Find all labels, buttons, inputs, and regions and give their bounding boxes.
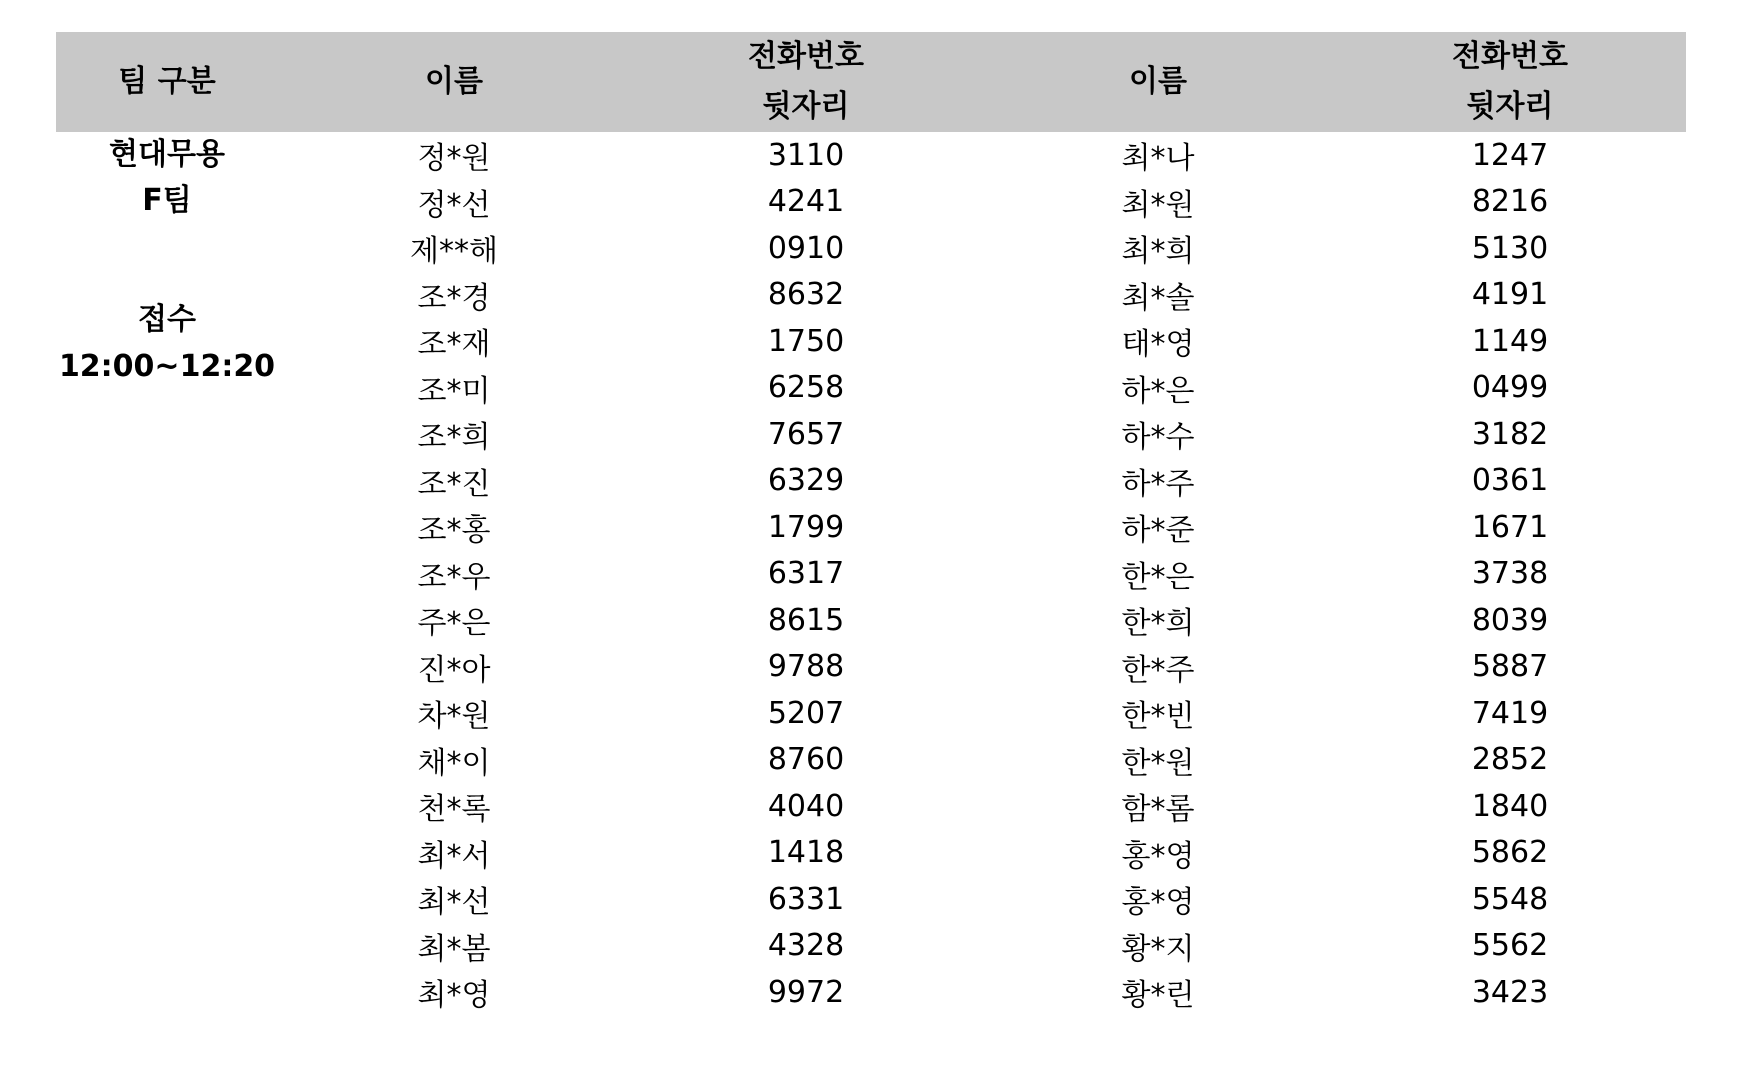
name-cell-1: 조*우 (417, 559, 491, 595)
table-body (56, 132, 1686, 1016)
name-cell-2: 홍*영 (1121, 885, 1195, 921)
table-row (56, 272, 1686, 319)
table-row (56, 132, 1686, 179)
name-cell-2: 황*린 (1121, 978, 1195, 1014)
phone-cell-1: 4040 (767, 788, 845, 824)
phone-cell-2: 3182 (1471, 416, 1549, 452)
phone-cell-1: 6331 (767, 881, 845, 917)
table-row (56, 644, 1686, 691)
name-cell-2: 황*지 (1121, 931, 1195, 967)
name-cell-1: 조*홍 (417, 513, 491, 549)
name-cell-2: 최*원 (1121, 187, 1195, 223)
team-name-line2: F팀 (142, 183, 192, 218)
phone-cell-1: 8615 (767, 602, 845, 638)
name-cell-2: 최*솔 (1121, 280, 1195, 316)
phone-cell-1: 5207 (767, 695, 845, 731)
phone-cell-2: 7419 (1471, 695, 1549, 731)
name-cell-1: 진*아 (417, 652, 491, 688)
header-phone-2-line2: 뒷자리 (1466, 89, 1554, 124)
header-team: 팀 구분 (118, 64, 216, 99)
phone-cell-1: 6329 (767, 463, 845, 499)
roster-table (56, 32, 1686, 1016)
phone-cell-2: 8216 (1471, 184, 1549, 220)
name-cell-2: 한*희 (1121, 606, 1195, 642)
name-cell-2: 함*롬 (1121, 792, 1195, 828)
phone-cell-2: 8039 (1471, 602, 1549, 638)
header-phone-1 (630, 32, 982, 132)
header-name-2: 이름 (1129, 64, 1187, 99)
phone-cell-1: 6258 (767, 370, 845, 406)
name-cell-2: 최*나 (1121, 141, 1195, 177)
name-cell-2: 태*영 (1121, 327, 1195, 363)
header-phone-2-line1: 전화번호 (1452, 39, 1568, 74)
phone-cell-1: 1418 (767, 835, 845, 871)
phone-cell-1: 9788 (767, 649, 845, 685)
phone-cell-1: 8632 (767, 277, 845, 313)
phone-cell-1: 4328 (767, 928, 845, 964)
name-cell-1: 정*원 (417, 141, 491, 177)
phone-cell-2: 1671 (1471, 509, 1549, 545)
table-row (56, 225, 1686, 272)
table-row (56, 783, 1686, 830)
phone-cell-1: 4241 (767, 184, 845, 220)
name-cell-1: 조*미 (417, 373, 491, 409)
header-phone-1-line2: 뒷자리 (762, 89, 850, 124)
table-row (56, 458, 1686, 505)
name-cell-1: 최*영 (417, 978, 491, 1014)
name-cell-1: 조*희 (417, 420, 491, 456)
team-info (56, 132, 278, 1016)
phone-cell-2: 4191 (1471, 277, 1549, 313)
phone-cell-2: 3738 (1471, 556, 1549, 592)
table-row (56, 365, 1686, 412)
name-cell-1: 정*선 (417, 187, 491, 223)
phone-cell-2: 5887 (1471, 649, 1549, 685)
phone-cell-2: 5862 (1471, 835, 1549, 871)
name-cell-1: 제**해 (410, 234, 498, 270)
table-row (56, 737, 1686, 784)
name-cell-1: 최*선 (417, 885, 491, 921)
name-cell-2: 한*주 (1121, 652, 1195, 688)
phone-cell-1: 8760 (767, 742, 845, 778)
name-cell-1: 차*원 (417, 699, 491, 735)
header-phone-1-line1: 전화번호 (748, 39, 864, 74)
team-cell (56, 132, 278, 1016)
table-row (56, 969, 1686, 1016)
table-row (56, 830, 1686, 877)
phone-cell-2: 2852 (1471, 742, 1549, 778)
phone-cell-2: 5130 (1471, 230, 1549, 266)
phone-cell-2: 1247 (1471, 137, 1549, 173)
name-cell-1: 조*진 (417, 466, 491, 502)
name-cell-2: 하*주 (1121, 466, 1195, 502)
team-name-line1: 현대무용 (109, 137, 225, 172)
name-cell-2: 홍*영 (1121, 838, 1195, 874)
header-phone-2 (1334, 32, 1686, 132)
name-cell-1: 조*재 (417, 327, 491, 363)
header-name-1: 이름 (425, 64, 483, 99)
name-cell-2: 한*은 (1121, 559, 1195, 595)
table-row (56, 876, 1686, 923)
name-cell-1: 조*경 (417, 280, 491, 316)
phone-cell-2: 5548 (1471, 881, 1549, 917)
table-row (56, 551, 1686, 598)
table-row (56, 597, 1686, 644)
reception-label: 접수 (138, 302, 196, 337)
phone-cell-2: 3423 (1471, 974, 1549, 1010)
phone-cell-1: 6317 (767, 556, 845, 592)
phone-cell-2: 1840 (1471, 788, 1549, 824)
header-row (56, 32, 1686, 132)
name-cell-2: 최*희 (1121, 234, 1195, 270)
table-row (56, 179, 1686, 226)
phone-cell-1: 9972 (767, 974, 845, 1010)
phone-cell-1: 1750 (767, 323, 845, 359)
name-cell-1: 최*서 (417, 838, 491, 874)
phone-cell-2: 0499 (1471, 370, 1549, 406)
name-cell-2: 하*준 (1121, 513, 1195, 549)
name-cell-2: 한*원 (1121, 745, 1195, 781)
table-row (56, 318, 1686, 365)
phone-cell-2: 1149 (1471, 323, 1549, 359)
name-cell-2: 한*빈 (1121, 699, 1195, 735)
phone-cell-1: 3110 (767, 137, 845, 173)
reception-time: 12:00~12:20 (58, 349, 276, 384)
table-row (56, 504, 1686, 551)
name-cell-1: 주*은 (417, 606, 491, 642)
phone-cell-2: 0361 (1471, 463, 1549, 499)
phone-cell-1: 0910 (767, 230, 845, 266)
table-row (56, 690, 1686, 737)
name-cell-1: 채*이 (417, 745, 491, 781)
phone-cell-2: 5562 (1471, 928, 1549, 964)
phone-cell-1: 7657 (767, 416, 845, 452)
table-row (56, 411, 1686, 458)
name-cell-1: 최*봄 (417, 931, 491, 967)
name-cell-2: 하*수 (1121, 420, 1195, 456)
table-header (56, 32, 1686, 132)
table-row (56, 923, 1686, 970)
name-cell-2: 하*은 (1121, 373, 1195, 409)
name-cell-1: 천*록 (417, 792, 491, 828)
phone-cell-1: 1799 (767, 509, 845, 545)
